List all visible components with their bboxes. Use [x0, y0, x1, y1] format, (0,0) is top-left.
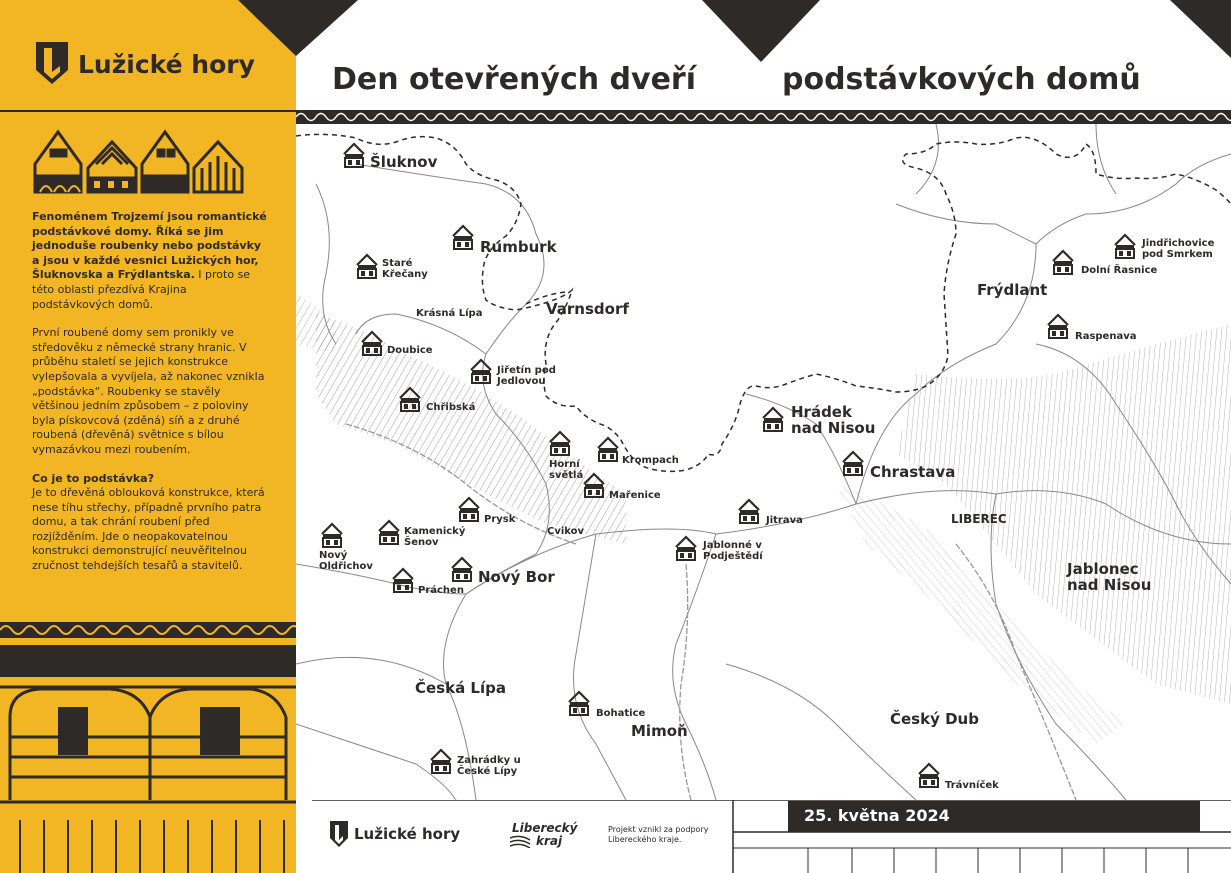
- place-label: Varnsdorf: [546, 300, 629, 318]
- place-label: Chřibská: [426, 402, 476, 413]
- house-marker-icon[interactable]: [320, 522, 344, 548]
- page-title-part2: podstávkových domů: [782, 62, 1141, 97]
- place-label: Doubice: [387, 345, 433, 356]
- place-label: Šluknov: [370, 153, 438, 171]
- kraj-logo-line1: Liberecký: [512, 821, 578, 835]
- place-label: Jablonec nad Nisou: [1067, 560, 1152, 594]
- sidebar: [0, 0, 296, 873]
- place-label: Dolní Řasnice: [1081, 265, 1158, 276]
- dark-band: [0, 645, 296, 677]
- place-label: Staré Křečany: [382, 258, 428, 280]
- place-label: Jitrava: [766, 515, 803, 526]
- place-label: Práchen: [418, 585, 464, 596]
- brand-name: Lužické hory: [78, 50, 255, 79]
- place-label: Horní světlá: [549, 459, 584, 481]
- house-marker-icon[interactable]: [841, 450, 865, 476]
- event-date: 25. května 2024: [804, 806, 950, 825]
- place-label: Zahrádky u České Lípy: [457, 755, 521, 777]
- house-marker-icon[interactable]: [737, 498, 761, 524]
- place-label: Frýdlant: [977, 281, 1048, 299]
- house-marker-icon[interactable]: [1051, 249, 1075, 275]
- page-title-part1: Den otevřených dveří: [332, 62, 696, 97]
- place-label: Prysk: [484, 514, 516, 525]
- place-label: Hrádek nad Nisou: [791, 403, 876, 437]
- house-marker-icon[interactable]: [377, 519, 401, 545]
- place-label: Trávníček: [945, 780, 999, 791]
- history-text: První roubené domy sem pronikly ve středověku z německé strany hranic. V průběhu staletí se jejich konstrukce vylepšovala a vyvíjela, až nakonec vznikla „podstávka“. Roubenky se stavěly většinou jedním způsobem – z poloviny byla pískovcová (zděná) síň a z druhé roubená (dřevěná) světnice s bílou vymazávkou mezi roubením.: [32, 326, 265, 456]
- house-marker-icon[interactable]: [761, 406, 785, 432]
- house-marker-icon[interactable]: [1046, 313, 1070, 339]
- house-marker-icon[interactable]: [567, 690, 591, 716]
- place-label: Bohatice: [596, 708, 646, 719]
- house-marker-icon[interactable]: [674, 535, 698, 561]
- house-marker-icon[interactable]: [398, 386, 422, 412]
- house-marker-icon[interactable]: [548, 430, 572, 456]
- house-marker-icon[interactable]: [917, 762, 941, 788]
- rope-border-icon: [0, 622, 296, 638]
- house-marker-icon[interactable]: [342, 142, 366, 168]
- place-label: Česká Lípa: [415, 679, 506, 697]
- place-label: Mimoň: [631, 722, 688, 740]
- houses-illustration-icon: [32, 128, 244, 196]
- support-note: Projekt vznikl za podpory Libereckého kraje.: [608, 825, 709, 844]
- house-marker-icon[interactable]: [457, 496, 481, 522]
- map-canvas: [296, 124, 1231, 800]
- house-marker-icon[interactable]: [355, 253, 379, 279]
- place-label: Jindřichovice pod Smrkem: [1142, 238, 1215, 260]
- place-label: Krompach: [622, 455, 679, 466]
- place-label: LIBEREC: [951, 512, 1007, 526]
- footer-brand-name: Lužické hory: [354, 825, 461, 843]
- question-heading: Co je to podstávka?: [32, 471, 154, 485]
- podstavka-arches-icon: [0, 677, 296, 800]
- house-marker-icon[interactable]: [469, 358, 493, 384]
- wood-planks-icon: [0, 800, 296, 873]
- place-label: Krásná Lípa: [416, 308, 483, 319]
- house-marker-icon[interactable]: [429, 748, 453, 774]
- place-label: Český Dub: [890, 710, 979, 728]
- place-label: Kamenický Šenov: [404, 526, 466, 548]
- house-marker-icon[interactable]: [391, 567, 415, 593]
- place-label: Nový Oldřichov: [319, 550, 373, 572]
- kraj-logo-lines-icon: [510, 834, 550, 848]
- place-label: Jablonné v Podještědí: [703, 540, 763, 562]
- intro-bold: Fenoménem Trojzemí jsou romantické podstávkové domy. Říká se jim jednoduše roubenky nebo podstávky a jsou v každé vesnici Lužických hor, Šluknovska a Frýdlantska.: [32, 210, 267, 282]
- kraj-logo-line2: kraj: [536, 834, 563, 848]
- place-label: Chrastava: [870, 463, 956, 481]
- place-label: Cvikov: [547, 526, 585, 537]
- house-marker-icon[interactable]: [1113, 233, 1137, 259]
- house-marker-icon[interactable]: [360, 330, 384, 356]
- place-label: Mařenice: [609, 490, 661, 501]
- top-triangles-decoration: [0, 0, 1231, 62]
- answer-text: Je to dřevěná oblouková konstrukce, která nese tíhu střechy, případně prvního patra domu, a tak chrání roubení před rozjížděním. Jde o neopakovatelnou konstrukci demonstrující neuvěřitelnou zručnost tehdejších tesařů a stavitelů.: [32, 486, 265, 573]
- house-marker-icon[interactable]: [596, 436, 620, 462]
- place-label: Nový Bor: [478, 568, 555, 586]
- intro-text: [32, 210, 268, 588]
- footer-logo-icon: [329, 820, 349, 848]
- house-marker-icon[interactable]: [450, 556, 474, 582]
- place-label: Jiřetín pod Jedlovou: [497, 365, 556, 387]
- place-label: Rumburk: [480, 238, 557, 256]
- place-label: Raspenava: [1075, 331, 1137, 342]
- house-marker-icon[interactable]: [451, 224, 475, 250]
- intro-rest: I proto se této oblasti přezdívá Krajina podstávkových domů.: [32, 268, 251, 311]
